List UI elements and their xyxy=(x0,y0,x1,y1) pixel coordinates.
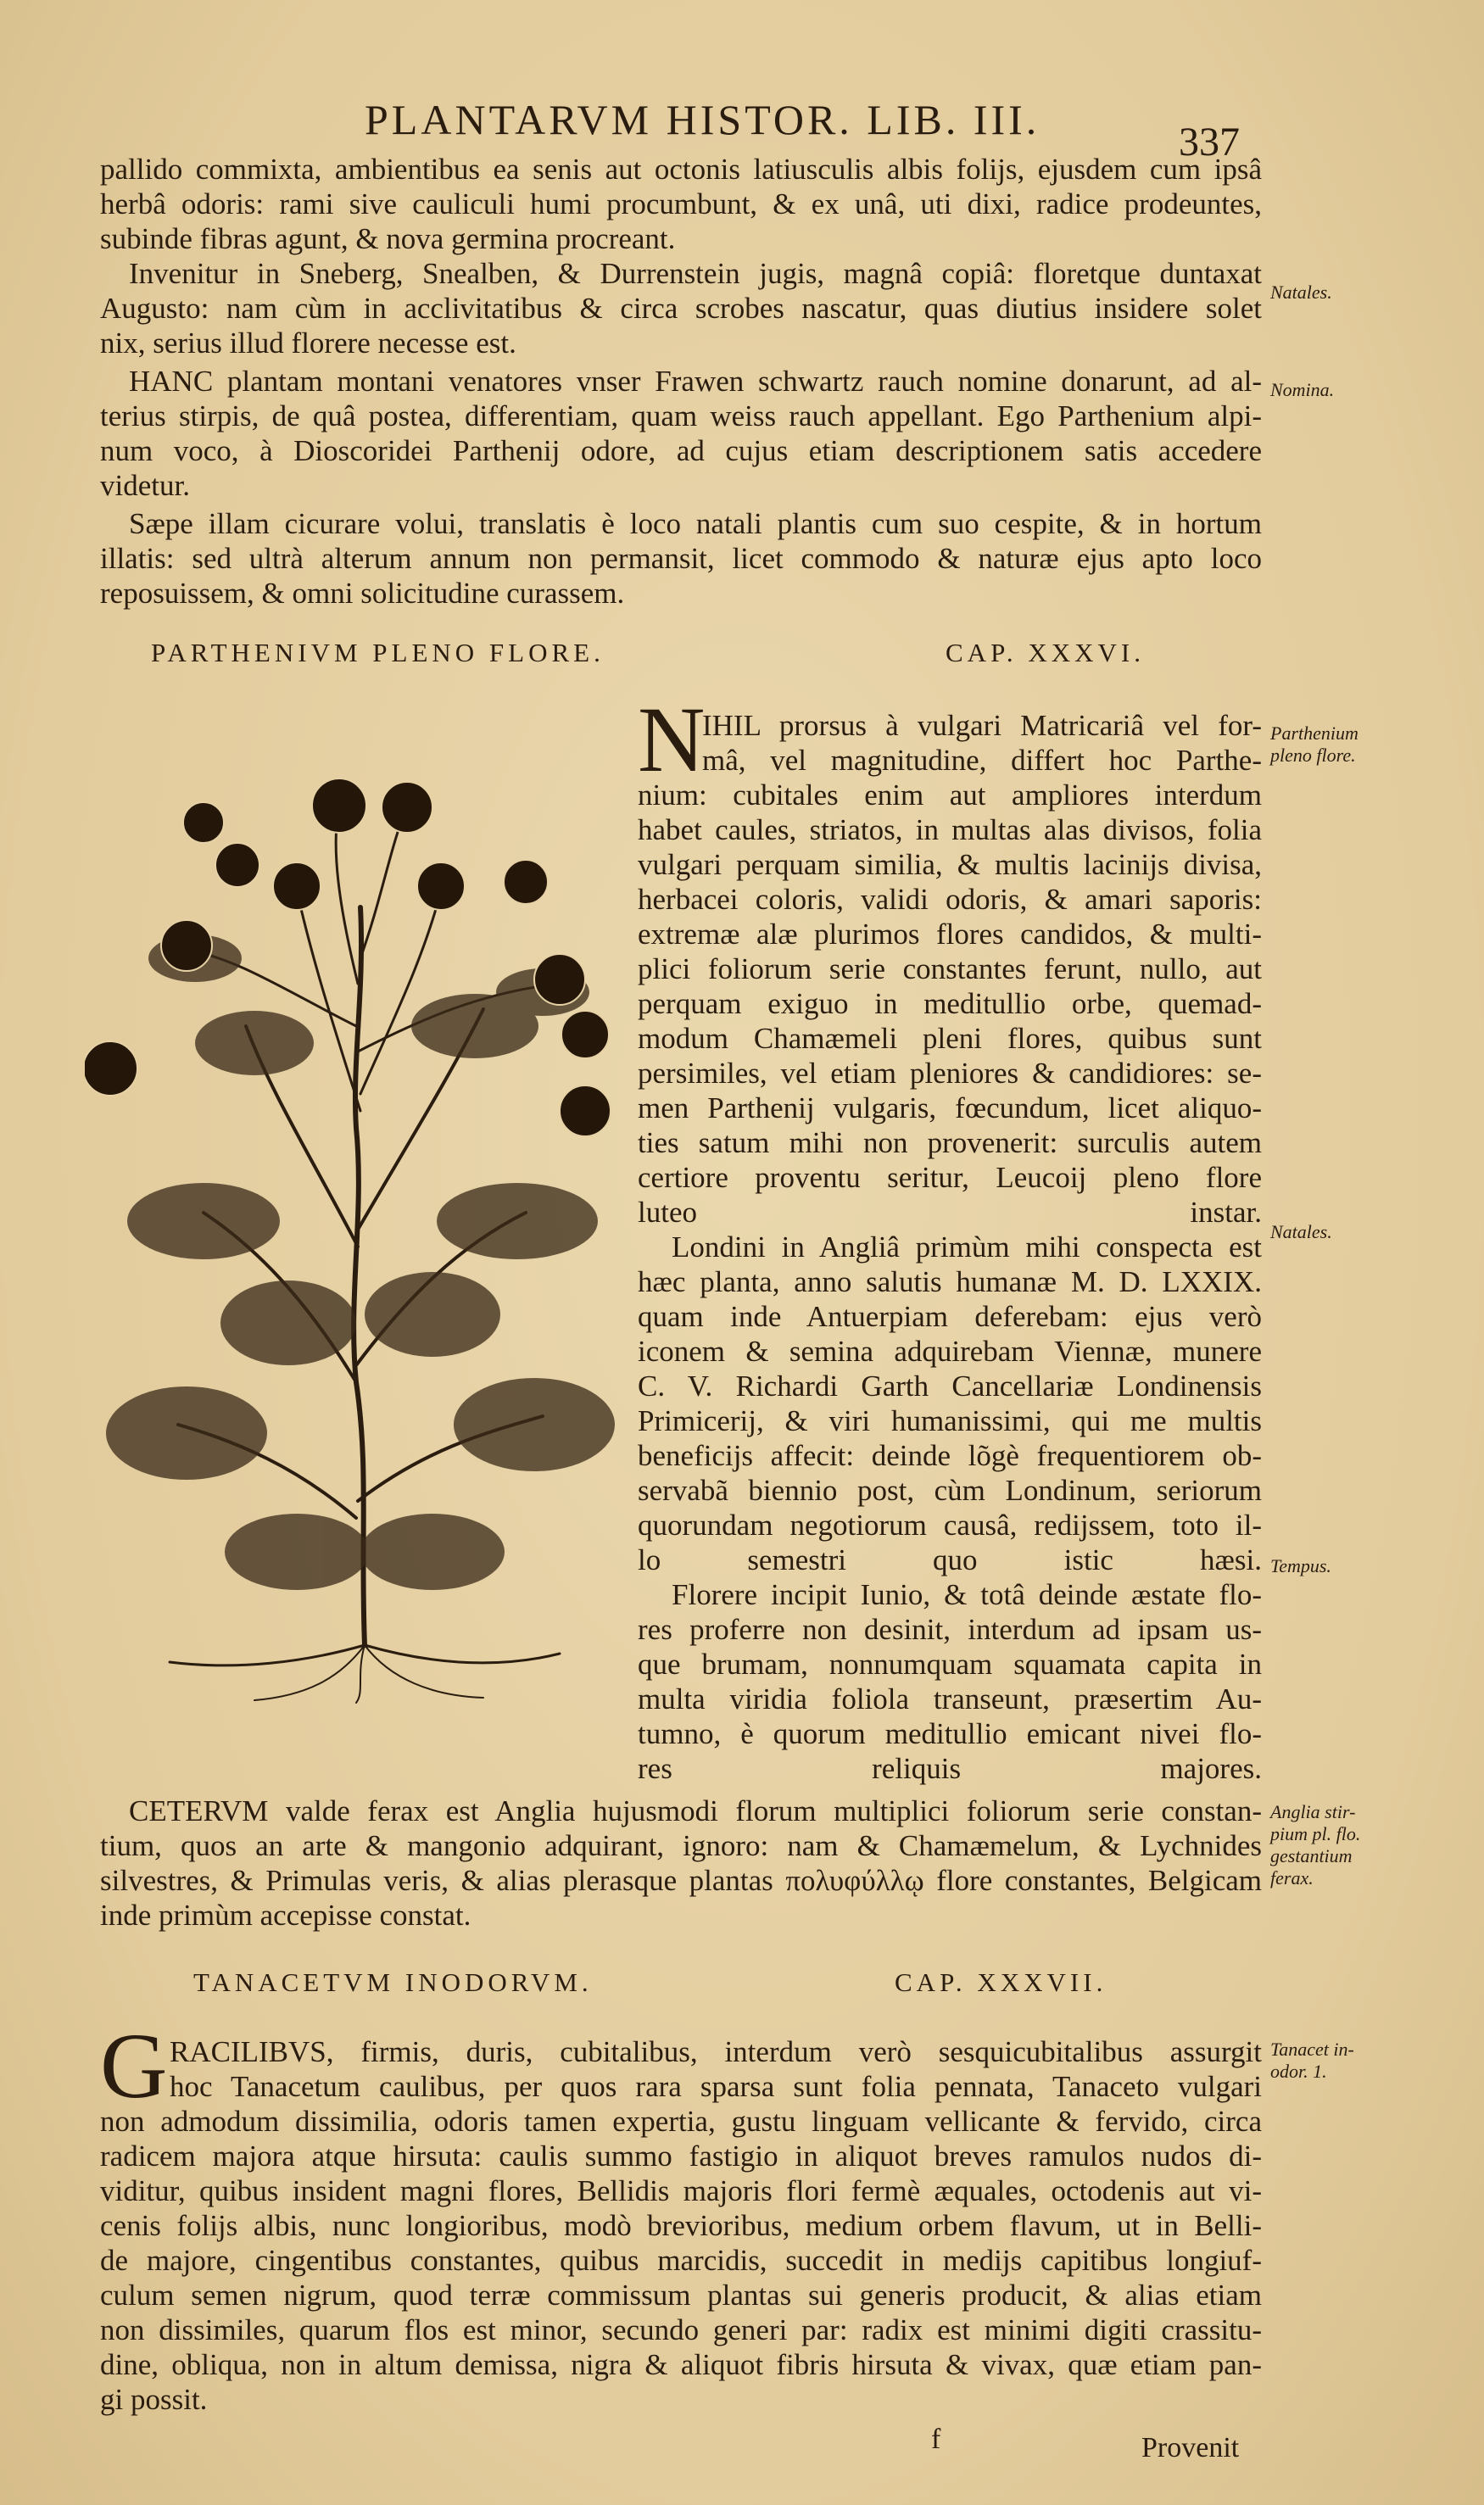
text-line: C. V. Richardi Garth Cancellariæ Londinensis xyxy=(638,1370,1262,1403)
chapter-number: CAP. XXXVI. xyxy=(946,638,1145,667)
text-line: herbâ odoris: rami sive cauliculi humi procumbunt, & ex unâ, uti dixi, radice prodeuntes, xyxy=(100,187,1262,220)
text-line: reposuissem, & omni solicitudine curassem. xyxy=(100,577,625,610)
text-line: beneficijs affecit: deinde lõgè frequentiorem ob- xyxy=(638,1439,1262,1472)
text-line: servabã biennio post, cùm Londinum, seriorum xyxy=(638,1474,1262,1507)
margin-note-tanacetum: Tanacet in- odor. 1. xyxy=(1270,2039,1354,2082)
margin-note-anglia: Anglia stir- pium pl. flo. gestantium ferax. xyxy=(1270,1801,1361,1889)
signature-mark: f xyxy=(931,2424,941,2455)
text-line: Primicerij, & viri humanissimi, qui me multis xyxy=(638,1404,1262,1437)
drop-capital: N xyxy=(638,688,706,791)
catchword: Provenit xyxy=(1141,2432,1240,2463)
text-line: dine, obliqua, non in altum demissa, nigra & aliquot fibris hirsuta & vivax, quæ etiam pan- xyxy=(100,2348,1262,2381)
text-line: perquam exiguo in meditullio orbe, quemad- xyxy=(638,987,1262,1020)
text-line: lo semestri quo istic hæsi. xyxy=(638,1543,1262,1576)
text-line: terius stirpis, de quâ postea, differentiam, quam weiss rauch appellant. Ego Parthenium alpi- xyxy=(100,399,1262,432)
text-line: luteo instar. xyxy=(638,1196,1262,1229)
text-line: gi possit. xyxy=(100,2383,208,2416)
text-line: men Parthenij vulgaris, fœcundum, licet aliquo- xyxy=(638,1091,1262,1124)
text-line: res reliquis majores. xyxy=(638,1752,1262,1785)
text-line: Augusto: nam cùm in acclivitatibus & circa scrobes nascatur, quas diutius insidere solet xyxy=(100,292,1262,325)
text-line: quorundam negotiorum causâ, redijssem, toto il- xyxy=(638,1509,1262,1542)
drop-capital: G xyxy=(100,2014,168,2117)
text-line: hoc Tanacetum caulibus, per quos rara sparsa sunt folia pennata, Tanaceto vulgari xyxy=(170,2070,1262,2103)
margin-note-natales: Natales. xyxy=(1270,282,1332,303)
margin-note-natales: Natales. xyxy=(1270,1221,1332,1242)
text-line: extremæ alæ plurimos flores candidos, & multi- xyxy=(638,918,1262,951)
text-line: viditur, quibus insident magni flores, Bellidis majoris flori fermè æquales, octodenis aut vi- xyxy=(100,2174,1262,2207)
text-line: res proferre non desinit, interdum ad ipsam us- xyxy=(638,1613,1262,1646)
text-line: iconem & semina adquirebam Viennæ, munere xyxy=(638,1335,1262,1368)
text-line: non admodum dissimilia, odoris tamen expertia, gustu linguam vellicante & fervido, circa xyxy=(100,2105,1262,2138)
chapter-number: CAP. XXXVII. xyxy=(895,1967,1107,1997)
margin-note-tempus: Tempus. xyxy=(1270,1555,1331,1576)
text-line: Londini in Angliâ primùm mihi conspecta est xyxy=(672,1230,1262,1264)
text-line: num voco, à Dioscoridei Parthenij odore, ad cujus etiam descriptionem satis accedere xyxy=(100,434,1262,467)
text-line: HANC plantam montani venatores vnser Frawen schwartz rauch nomine donarunt, ad al- xyxy=(129,365,1262,398)
text-line: ties satum mihi non provenerit: surculis autem xyxy=(638,1126,1262,1159)
text-line: certiore proventu seritur, Leucoij pleno flore xyxy=(638,1161,1262,1194)
text-line: quam inde Antuerpiam deferebam: ejus verò xyxy=(638,1300,1262,1333)
text-line: silvestres, & Primulas veris, & alias plerasque plantas πολυφύλλῳ flore constantes, Belgicam xyxy=(100,1864,1262,1897)
text-line: hæc planta, anno salutis humanæ M. D. LXXIX. xyxy=(638,1265,1262,1298)
text-line: de majore, cingentibus constantes, quibus marcidis, succedit in medijs capitibus longiuf- xyxy=(100,2244,1262,2277)
parthenium-woodcut-illustration xyxy=(85,772,628,1704)
text-line: multa viridia foliola transeunt, præsertim Au- xyxy=(638,1682,1262,1716)
text-line: culum semen nigrum, quod terræ commissum plantas sui generis producit, & alias etiam xyxy=(100,2279,1262,2312)
text-line: cenis folijs albis, nunc longioribus, modò brevioribus, medium orbem flavum, ut in Belli- xyxy=(100,2209,1262,2242)
text-line: IHIL prorsus à vulgari Matricariâ vel for- xyxy=(702,709,1262,742)
text-line: nium: cubitales enim aut ampliores interdum xyxy=(638,778,1262,812)
section-title: TANACETVM INODORVM. xyxy=(193,1967,593,1997)
text-line: illatis: sed ultrà alterum annum non permansit, licet commodo & naturæ ejus apto loco xyxy=(100,542,1262,575)
margin-note-parthenium: Parthenium pleno flore. xyxy=(1270,722,1358,766)
text-line: non dissimiles, quarum flos est minor, secundo generi par: radix est minimi digiti crassitu- xyxy=(100,2313,1262,2346)
text-line: videtur. xyxy=(100,469,190,502)
running-header: PLANTARVM HISTOR. LIB. III. xyxy=(365,96,1040,143)
text-line: RACILIBVS, firmis, duris, cubitalibus, interdum verò sesquicubitalibus assurgit xyxy=(170,2035,1262,2068)
text-line: que brumam, nonnumquam squamata capita in xyxy=(638,1648,1262,1681)
section-title: PARTHENIVM PLENO FLORE. xyxy=(151,638,605,667)
text-line: radicem majora atque hirsuta: caulis summo fastigio in aliquot breves ramulos nudos di- xyxy=(100,2140,1262,2173)
text-line: CETERVM valde ferax est Anglia hujusmodi florum multiplici foliorum serie constan- xyxy=(129,1794,1262,1827)
text-line: pallido commixta, ambientibus ea senis aut octonis latiusculis albis folijs, ejusdem cum ipsâ xyxy=(100,153,1262,186)
text-line: subinde fibras agunt, & nova germina procreant. xyxy=(100,222,676,255)
text-line: modum Chamæmeli pleni flores, quibus sunt xyxy=(638,1022,1262,1055)
text-line: Sæpe illam cicurare volui, translatis è loco natali plantis cum suo cespite, & in hortum xyxy=(129,507,1262,540)
text-line: habet caules, striatos, in multas alas divisos, folia xyxy=(638,813,1262,846)
text-line: inde primùm accepisse constat. xyxy=(100,1899,471,1932)
page-number: 337 xyxy=(1179,120,1240,165)
text-line: vulgari perquam similia, & multis lacinijs divisa, xyxy=(638,848,1262,881)
text-line: tium, quos an arte & mangonio adquirant, ignoro: nam & Chamæmelum, & Lychnides xyxy=(100,1829,1262,1862)
text-line: Florere incipit Iunio, & totâ deinde æstate flo- xyxy=(672,1578,1262,1611)
text-line: tumno, è quorum meditullio emicant nivei flo- xyxy=(638,1717,1262,1750)
margin-note-nomina: Nomina. xyxy=(1270,379,1335,400)
text-line: nix, serius illud florere necesse est. xyxy=(100,326,516,360)
text-line: plici foliorum serie constantes ferunt, nullo, aut xyxy=(638,952,1262,985)
text-line: persimiles, vel etiam pleniores & candidiores: se- xyxy=(638,1057,1262,1090)
text-line: Invenitur in Sneberg, Snealben, & Durrenstein jugis, magnâ copiâ: floretque duntaxat xyxy=(129,257,1262,290)
text-line: herbacei coloris, validi odoris, & amari saporis: xyxy=(638,883,1262,916)
text-line: mâ, vel magnitudine, differt hoc Parthe- xyxy=(702,744,1262,777)
